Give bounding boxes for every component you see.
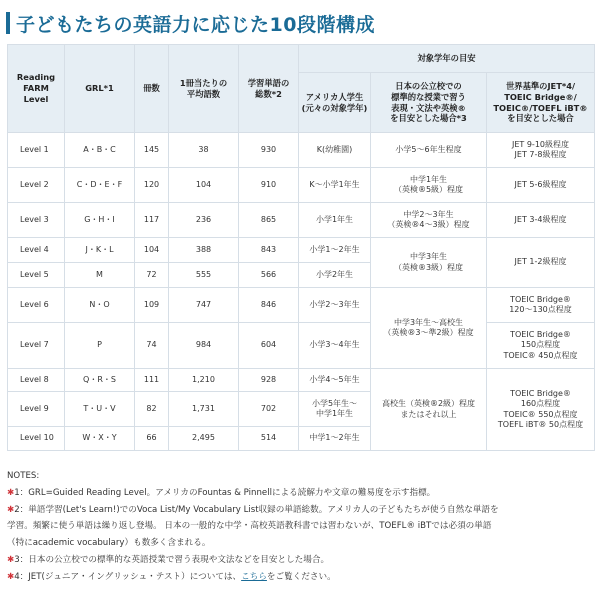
notes-header: NOTES:	[7, 471, 40, 481]
table-row	[8, 168, 595, 203]
note-item	[7, 485, 595, 502]
cell-avg-words: 1,731	[169, 392, 239, 427]
cell-level: Level 3	[8, 203, 65, 238]
cell-grl: P	[65, 323, 135, 369]
cell-grl: Q・R・S	[65, 369, 135, 392]
cell-world-standard: JET 5-6級程度	[487, 168, 595, 203]
note-number: 1：	[14, 487, 29, 498]
cell-vocab: 843	[239, 238, 299, 263]
note-text: JET(ジュニア・イングリッシュ・テスト）については、	[28, 571, 242, 582]
note-text: 日本の公立校での標準的な英語授業で習う表現や文法などを目安とした場合。	[28, 554, 330, 565]
jet-info-link[interactable]: こちら	[241, 571, 267, 582]
header-books: 冊数	[135, 45, 169, 133]
cell-jp-grade: 高校生（英検®2級）程度 またはそれ以上	[371, 369, 487, 451]
cell-avg-words: 104	[169, 168, 239, 203]
cell-level: Level 6	[8, 288, 65, 323]
note-continuation: 学習。頻繁に使う単語は繰り返し登場。 日本の一般的な中学・高校英語教科書では習わないが、TOEFL® iBTでは必須の単語	[7, 521, 492, 532]
notes-section	[7, 468, 595, 586]
cell-grl: M	[65, 263, 135, 288]
header-target-grade: 対象学年の目安	[299, 45, 595, 73]
cell-vocab: 604	[239, 323, 299, 369]
cell-avg-words: 38	[169, 133, 239, 168]
header-us-grade: アメリカ人学生 (元々の対象学年)	[299, 73, 371, 133]
note-item	[7, 502, 595, 519]
cell-grl: G・H・I	[65, 203, 135, 238]
cell-world-standard: JET 3-4級程度	[487, 203, 595, 238]
header-vocab: 学習単語の 総数*2	[239, 45, 299, 133]
cell-grl: W・X・Y	[65, 427, 135, 451]
cell-books: 66	[135, 427, 169, 451]
cell-vocab: 910	[239, 168, 299, 203]
cell-avg-words: 2,495	[169, 427, 239, 451]
cell-level: Level 10	[8, 427, 65, 451]
cell-avg-words: 1,210	[169, 369, 239, 392]
cell-level: Level 2	[8, 168, 65, 203]
cell-vocab: 930	[239, 133, 299, 168]
cell-avg-words: 984	[169, 323, 239, 369]
cell-grl: N・O	[65, 288, 135, 323]
header-words-per-book: 1冊当たりの 平均語数	[169, 45, 239, 133]
cell-books: 120	[135, 168, 169, 203]
cell-grl: A・B・C	[65, 133, 135, 168]
cell-avg-words: 555	[169, 263, 239, 288]
table-row	[8, 323, 595, 369]
cell-jp-grade: 中学1年生 （英検®5級）程度	[371, 168, 487, 203]
note-item	[7, 569, 595, 586]
cell-level: Level 8	[8, 369, 65, 392]
note-number: 4：	[14, 571, 29, 582]
cell-us-grade: K～小学1年生	[299, 168, 371, 203]
cell-avg-words: 388	[169, 238, 239, 263]
header-jp-grade: 日本の公立校での 標準的な授業で習う 表現・文法や英検® を目安とした場合*3	[371, 73, 487, 133]
cell-books: 74	[135, 323, 169, 369]
table-row	[8, 369, 595, 392]
note-number: 2：	[14, 504, 29, 515]
cell-us-grade: 小学4～5年生	[299, 369, 371, 392]
cell-avg-words: 747	[169, 288, 239, 323]
cell-world-standard: JET 1-2級程度	[487, 238, 595, 288]
note-text-tail: をご覧ください。	[266, 571, 336, 582]
table-row	[8, 133, 595, 168]
cell-books: 72	[135, 263, 169, 288]
cell-grl: T・U・V	[65, 392, 135, 427]
table-row	[8, 203, 595, 238]
cell-vocab: 566	[239, 263, 299, 288]
note-number: 3：	[14, 554, 29, 565]
cell-books: 145	[135, 133, 169, 168]
page-title-block	[6, 6, 594, 40]
cell-grl: J・K・L	[65, 238, 135, 263]
title-accent-bar	[6, 12, 10, 34]
cell-world-standard: TOEIC Bridge® 160点程度 TOEIC® 550点程度 TOEFL iBT® 50点程度	[487, 369, 595, 451]
cell-grl: C・D・E・F	[65, 168, 135, 203]
cell-us-grade: 小学1年生	[299, 203, 371, 238]
note-item	[7, 552, 595, 569]
header-level: Reading FARM Level	[8, 45, 65, 133]
table-row	[8, 288, 595, 323]
note-text: 単語学習(Let's Learn!)でのVoca List/My Vocabulary List収録の単語総数。アメリカ人の子どもたちが使う自然な単語を	[28, 504, 499, 515]
level-table	[7, 44, 595, 451]
cell-jp-grade: 中学3年生 （英検®3級）程度	[371, 238, 487, 288]
header-grl: GRL*1	[65, 45, 135, 133]
cell-jp-grade: 中学3年生～高校生 （英検®3～準2級）程度	[371, 288, 487, 369]
cell-vocab: 702	[239, 392, 299, 427]
note-marker: ✱	[7, 554, 15, 565]
cell-avg-words: 236	[169, 203, 239, 238]
cell-level: Level 1	[8, 133, 65, 168]
cell-books: 109	[135, 288, 169, 323]
cell-jp-grade: 中学2～3年生 （英検®4～3級）程度	[371, 203, 487, 238]
cell-vocab: 846	[239, 288, 299, 323]
cell-level: Level 7	[8, 323, 65, 369]
cell-world-standard: TOEIC Bridge® 120～130点程度	[487, 288, 595, 323]
cell-books: 111	[135, 369, 169, 392]
cell-level: Level 5	[8, 263, 65, 288]
cell-us-grade: 小学1～2年生	[299, 238, 371, 263]
cell-books: 104	[135, 238, 169, 263]
cell-level: Level 9	[8, 392, 65, 427]
cell-world-standard: TOEIC Bridge® 150点程度 TOEIC® 450点程度	[487, 323, 595, 369]
table-body	[8, 133, 595, 451]
note-marker: ✱	[7, 487, 15, 498]
page-title: 子どもたちの英語力に応じた10段階構成	[16, 13, 375, 36]
cell-books: 82	[135, 392, 169, 427]
cell-us-grade: K(幼稚園)	[299, 133, 371, 168]
cell-us-grade: 小学2年生	[299, 263, 371, 288]
cell-books: 117	[135, 203, 169, 238]
cell-us-grade: 中学1～2年生	[299, 427, 371, 451]
note-text: GRL=Guided Reading Level。アメリカのFountas & Pinnellによる読解力や文章の難易度を示す指標。	[28, 487, 436, 498]
table-row	[8, 238, 595, 263]
note-marker: ✱	[7, 504, 15, 515]
cell-vocab: 514	[239, 427, 299, 451]
note-marker: ✱	[7, 571, 15, 582]
cell-vocab: 865	[239, 203, 299, 238]
header-world-standard: 世界基準のJET*4/ TOEIC Bridge®/ TOEIC®/TOEFL iBT® を目安とした場合	[487, 73, 595, 133]
cell-us-grade: 小学2～3年生	[299, 288, 371, 323]
cell-vocab: 928	[239, 369, 299, 392]
cell-us-grade: 小学3～4年生	[299, 323, 371, 369]
cell-jp-grade: 小学5～6年生程度	[371, 133, 487, 168]
cell-us-grade: 小学5年生～ 中学1年生	[299, 392, 371, 427]
cell-world-standard: JET 9-10級程度 JET 7-8級程度	[487, 133, 595, 168]
cell-level: Level 4	[8, 238, 65, 263]
note-continuation: （特にacademic vocabulary）も数多く含まれる。	[7, 538, 211, 549]
